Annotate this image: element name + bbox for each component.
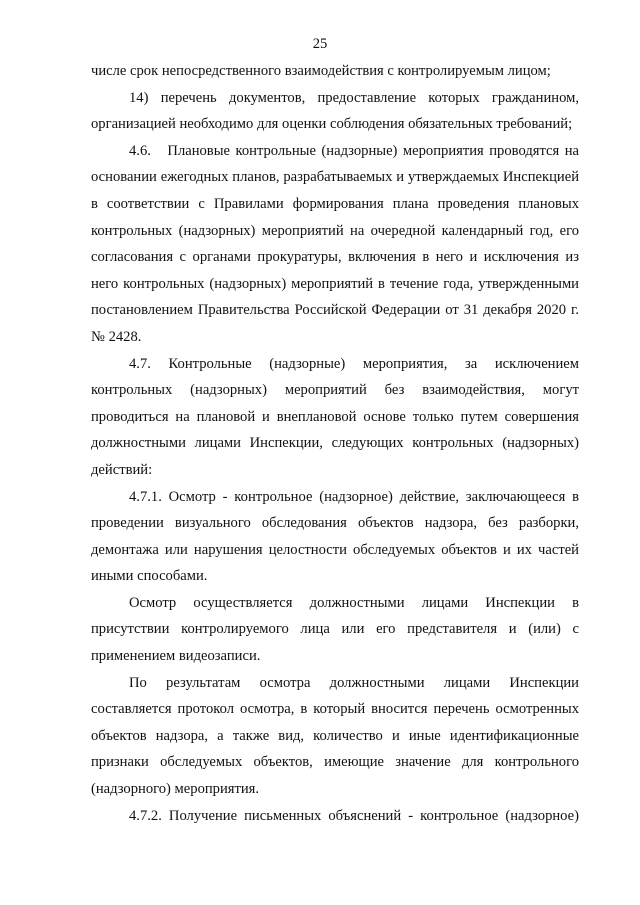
paragraph-4-7: 4.7. Контрольные (надзорные) мероприятия, за исключением контрольных (надзорных) мероприятий без взаимодействия, могут проводиться на плановой и внеплановой основе только путем совершения должностными лицами Инспекции, следующих контрольных (надзорных) действий: <box>91 355 579 478</box>
paragraph-4-6: 4.6. Плановые контрольные (надзорные) мероприятия проводятся на основании ежегодных планов, разрабатываемых и утверждаемых Инспекцией в соответствии с Правилами формирования плана проведения плановых контрольных (надзорных) мероприятий на очередной календарный год, его согласования с органами прокуратуры, включения в него и исключения из него контрольных (надзорных) мероприятий в течение года, утвержденными постановлением Правительства Российской Федерации от 31 декабря 2020 г. № 2428. <box>91 142 579 345</box>
document-body <box>91 58 579 829</box>
paragraph-inspection-protocol: По результатам осмотра должностными лицами Инспекции составляется протокол осмотра, в который вносится перечень осмотренных объектов надзора, а также вид, количество и иные идентификационные признаки обследуемых объектов, имеющие значение для контрольного (надзорного) мероприятия. <box>91 674 579 798</box>
paragraph-continuation: числе срок непосредственного взаимодействия с контролируемым лицом; <box>91 63 551 79</box>
paragraph-inspection-presence: Осмотр осуществляется должностными лицами Инспекции в присутствии контролируемого лица или его представителя и (или) с применением видеозаписи. <box>91 594 579 665</box>
paragraph-item-14: 14) перечень документов, предоставление которых гражданином, организацией необходимо для оценки соблюдения обязательных требований; <box>91 89 579 133</box>
page-number: 25 <box>312 36 328 52</box>
paragraph-4-7-1: 4.7.1. Осмотр - контрольное (надзорное) действие, заключающееся в проведении визуального обследования объектов надзора, без разборки, демонтажа или нарушения целостности обследуемых объектов и их частей иными способами. <box>91 488 579 585</box>
paragraph-4-7-2: 4.7.2. Получение письменных объяснений - контрольное (надзорное) <box>129 807 579 824</box>
